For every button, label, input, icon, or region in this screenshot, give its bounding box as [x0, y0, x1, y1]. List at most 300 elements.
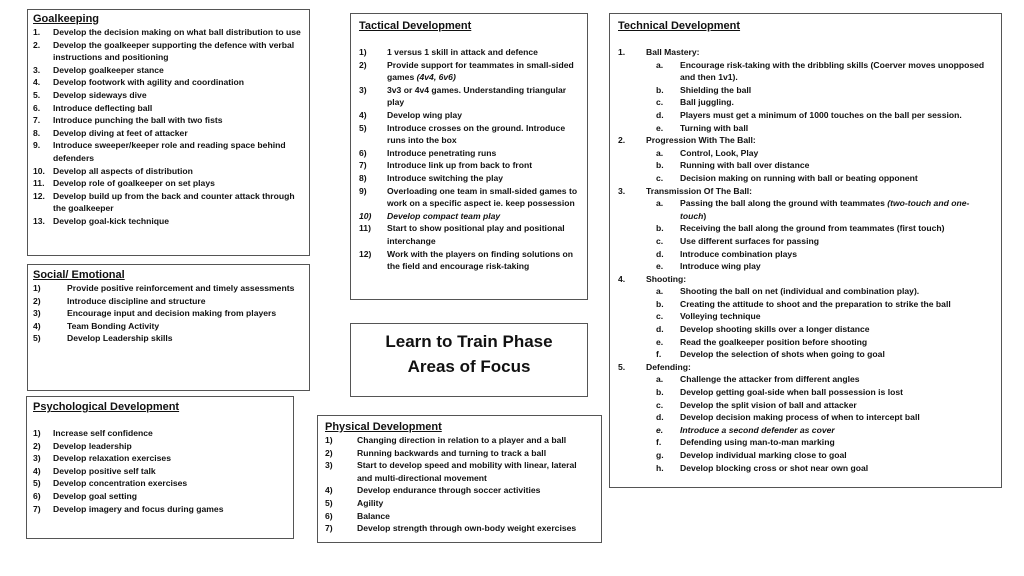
item-text-main: Develop all aspects of distribution [53, 165, 193, 176]
list-item [325, 484, 594, 497]
item-number: 5) [33, 333, 41, 344]
list-item [33, 139, 304, 164]
item-text-main: Develop relaxation exercises [53, 453, 171, 464]
subitem-text [680, 373, 993, 386]
technical-subitem [618, 59, 993, 84]
item-text [53, 452, 287, 465]
section-title: Shooting: [646, 273, 687, 284]
item-number: 2) [33, 295, 41, 306]
item-number: 4. [33, 77, 41, 88]
list-item [33, 190, 304, 215]
item-text-main: Introduce link up from back to front [387, 160, 533, 171]
list-item [325, 510, 594, 523]
item-number: 3) [325, 460, 333, 471]
item-text [67, 295, 304, 308]
subitem-letter: a. [656, 286, 664, 297]
technical-subitem [618, 222, 993, 235]
item-number: 2. [33, 39, 41, 50]
subitem-letter: b. [656, 298, 664, 309]
item-text-main: Develop diving at feet of attacker [53, 127, 188, 138]
item-number: 11. [33, 178, 45, 189]
psychological-title: Psychological Development [33, 401, 180, 413]
subitem-letter: e. [656, 336, 664, 347]
subitem-text [680, 449, 993, 462]
subitem-letter: h. [656, 462, 664, 473]
item-text [357, 510, 594, 523]
list-item [33, 177, 304, 190]
section-number: 1. [618, 47, 626, 57]
list-item [359, 210, 579, 223]
subitem-text-main: Turning with ball [680, 122, 749, 133]
subitem-text-main: Running with ball over distance [680, 160, 810, 171]
technical-list [618, 46, 993, 474]
item-number: 5) [359, 122, 367, 133]
technical-subitem [618, 260, 993, 273]
psychological-list [33, 427, 287, 515]
list-item [359, 46, 579, 59]
item-text-main: Work with the players on finding solutions on the field and encourage risk-taking [387, 248, 574, 272]
subitem-text [680, 424, 993, 437]
item-text-main: Balance [357, 510, 390, 521]
list-item [33, 102, 304, 115]
list-item [359, 59, 579, 84]
list-item [33, 477, 287, 490]
item-text-main: Develop compact team play [387, 210, 501, 221]
item-number: 3) [33, 453, 41, 464]
subitem-text [680, 59, 993, 84]
subitem-text-main: Read the goalkeeper position before shooting [680, 336, 868, 347]
subitem-text [680, 109, 993, 122]
subitem-text-main: Develop the selection of shots when going to goal [680, 349, 885, 360]
list-item [33, 39, 304, 64]
technical-subitem [618, 109, 993, 122]
subitem-text [680, 147, 993, 160]
subitem-text-main: Shooting the ball on net (individual and combination play). [680, 286, 920, 297]
subitem-text-main: Control, Look, Play [680, 147, 759, 158]
item-text-main: Introduce switching the play [387, 172, 504, 183]
subitem-letter: c. [656, 172, 664, 183]
item-number: 1) [359, 47, 367, 57]
subitem-text-main: Decision making on running with ball or beating opponent [680, 172, 918, 183]
goalkeeping-list [33, 26, 304, 228]
subitem-text [680, 197, 993, 222]
item-text [67, 320, 304, 333]
list-item [359, 248, 579, 273]
item-text [53, 127, 304, 140]
technical-subitem [618, 323, 993, 336]
item-text [53, 215, 304, 228]
item-text [387, 172, 579, 185]
list-item [33, 465, 287, 478]
item-number: 7) [33, 503, 41, 514]
list-item [33, 26, 304, 39]
subitem-text-extra: (two-touch and one-touch [680, 198, 970, 221]
item-number: 10) [359, 210, 372, 221]
technical-subitem [618, 159, 993, 172]
list-item [33, 295, 304, 308]
center-title-line1: Learn to Train Phase [385, 332, 553, 351]
technical-subitem [618, 172, 993, 185]
item-number: 2) [325, 447, 333, 458]
item-text-main: Develop goal setting [53, 490, 138, 501]
item-text [67, 307, 304, 320]
list-item [325, 459, 594, 484]
subitem-text [680, 222, 993, 235]
subitem-text-main: Develop the split vision of ball and attacker [680, 399, 857, 410]
subitem-text [680, 96, 993, 109]
list-item [33, 114, 304, 127]
subitem-letter: e. [656, 122, 664, 133]
item-text [67, 332, 304, 345]
technical-section [618, 134, 993, 147]
subitem-letter: g. [656, 450, 664, 460]
list-item [325, 447, 594, 460]
item-number: 1) [325, 435, 333, 445]
item-text-main: 3v3 or 4v4 games. Understanding triangular play [387, 84, 567, 108]
subitem-text-main: Introduce combination plays [680, 248, 797, 259]
item-text [53, 490, 287, 503]
item-text-main: Provide support for teammates in small-sided games [387, 59, 574, 83]
technical-subitem [618, 462, 993, 475]
list-item [325, 497, 594, 510]
subitem-text [680, 84, 993, 97]
subitem-text-main: Receiving the ball along the ground from teammates (first touch) [680, 223, 945, 234]
subitem-text [680, 336, 993, 349]
item-number: 2) [33, 440, 41, 451]
subitem-text [680, 436, 993, 449]
item-text [53, 165, 304, 178]
item-number: 7. [33, 115, 41, 126]
item-text-main: Changing direction in relation to a player and a ball [357, 435, 567, 445]
item-number: 2) [359, 59, 367, 70]
item-number: 12) [359, 248, 372, 259]
list-item [359, 222, 579, 247]
item-text-main: Increase self confidence [53, 428, 153, 438]
technical-section [618, 361, 993, 374]
item-text [53, 427, 287, 440]
list-item [33, 427, 287, 440]
item-text-main: Encourage input and decision making from players [67, 308, 277, 319]
item-number: 1. [33, 27, 41, 37]
item-text [53, 465, 287, 478]
subitem-letter: f. [656, 437, 662, 448]
list-item [33, 503, 287, 516]
item-number: 4) [33, 320, 41, 331]
item-number: 5. [33, 89, 41, 100]
item-text-main: Develop the goalkeeper supporting the defence with verbal instructions and positioning [53, 39, 295, 63]
subitem-text-main: Volleying technique [680, 311, 761, 322]
item-text [53, 503, 287, 516]
item-text [53, 477, 287, 490]
section-number: 5. [618, 361, 626, 372]
section-title: Ball Mastery: [646, 47, 700, 57]
item-number: 3) [359, 84, 367, 95]
list-item [359, 185, 579, 210]
item-text-main: Develop imagery and focus during games [53, 503, 224, 514]
subitem-text-main: Defending using man-to-man marking [680, 437, 835, 448]
technical-subitem [618, 373, 993, 386]
item-number: 7) [359, 160, 367, 171]
list-item [325, 522, 594, 535]
item-text [357, 484, 594, 497]
item-text-main: Introduce punching the ball with two fists [53, 115, 223, 126]
item-text [387, 248, 579, 273]
item-text-main: 1 versus 1 skill in attack and defence [387, 47, 538, 57]
technical-panel [609, 13, 1002, 488]
item-text-main: Start to show positional play and positional interchange [387, 223, 565, 246]
section-number: 2. [618, 135, 626, 146]
item-text [53, 39, 304, 64]
subitem-text [680, 285, 993, 298]
item-number: 13. [33, 215, 45, 226]
item-number: 5) [325, 497, 333, 508]
list-item [33, 440, 287, 453]
list-item [359, 159, 579, 172]
item-number: 8) [359, 172, 367, 183]
subitem-letter: c. [656, 311, 664, 322]
center-title-line2: Areas of Focus [407, 357, 531, 376]
section-title: Transmission Of The Ball: [646, 185, 753, 196]
item-text [387, 159, 579, 172]
subitem-text-main: Use different surfaces for passing [680, 235, 819, 246]
list-item [33, 452, 287, 465]
subitem-text [680, 399, 993, 412]
item-number: 9. [33, 140, 41, 151]
item-number: 12. [33, 190, 45, 201]
subitem-text [680, 122, 993, 135]
subitem-text-main: Develop shooting skills over a longer distance [680, 324, 870, 335]
item-number: 6) [325, 510, 333, 521]
item-number: 3) [33, 308, 41, 319]
item-text-main: Start to develop speed and mobility with linear, lateral and multi-directional movement [357, 460, 577, 483]
section-title: Defending: [646, 361, 691, 372]
item-text [387, 210, 579, 223]
item-number: 9) [359, 185, 367, 196]
item-text [387, 109, 579, 122]
subitem-text [680, 386, 993, 399]
item-text-main: Team Bonding Activity [67, 320, 160, 331]
item-text [53, 139, 304, 164]
item-text [357, 497, 594, 510]
social-list [33, 282, 304, 345]
list-item [33, 332, 304, 345]
item-number: 1) [33, 283, 41, 293]
item-number: 7) [325, 523, 333, 534]
physical-title: Physical Development [325, 421, 442, 433]
subitem-letter: e. [656, 424, 664, 435]
subitem-text [680, 323, 993, 336]
list-item [359, 147, 579, 160]
physical-list [325, 434, 594, 535]
item-text-main: Introduce sweeper/keeper role and reading space behind defenders [53, 140, 286, 163]
subitem-text-main: Creating the attitude to shoot and the preparation to strike the ball [680, 298, 951, 309]
item-text [53, 102, 304, 115]
item-text-main: Introduce penetrating runs [387, 147, 497, 158]
subitem-letter: a. [656, 59, 664, 70]
item-number: 10. [33, 165, 45, 176]
item-text-main: Develop endurance through soccer activities [357, 485, 541, 496]
item-text-extra: (4v4, 6v6) [416, 72, 456, 83]
subitem-text [680, 462, 993, 475]
technical-section [618, 185, 993, 198]
item-text [53, 114, 304, 127]
technical-subitem [618, 84, 993, 97]
technical-subitem [618, 336, 993, 349]
technical-section [618, 46, 993, 59]
list-item [33, 165, 304, 178]
technical-subitem [618, 298, 993, 311]
section-number: 4. [618, 273, 626, 284]
list-item [33, 215, 304, 228]
subitem-letter: c. [656, 235, 664, 246]
item-number: 11) [359, 223, 371, 234]
subitem-text [680, 298, 993, 311]
item-text-main: Introduce discipline and structure [67, 295, 206, 306]
technical-subitem [618, 310, 993, 323]
subitem-text [680, 348, 993, 361]
social-panel [27, 264, 310, 391]
subitem-text [680, 235, 993, 248]
item-text-main: Develop positive self talk [53, 465, 156, 476]
subitem-text [680, 172, 993, 185]
technical-subitem [618, 96, 993, 109]
subitem-letter: c. [656, 97, 664, 108]
item-text [53, 440, 287, 453]
item-text [357, 447, 594, 460]
list-item [33, 282, 304, 295]
item-number: 6) [33, 490, 41, 501]
list-item [33, 89, 304, 102]
subitem-text [680, 310, 993, 323]
item-text-main: Running backwards and turning to track a ball [357, 447, 547, 458]
item-text [53, 64, 304, 77]
psychological-panel [26, 396, 294, 539]
item-text-main: Develop concentration exercises [53, 478, 188, 489]
item-text-main: Develop goalkeeper stance [53, 64, 164, 75]
center-title-box [350, 323, 588, 397]
item-text-main: Develop Leadership skills [67, 333, 173, 344]
subitem-letter: c. [656, 399, 664, 410]
subitem-letter: b. [656, 387, 664, 398]
item-number: 5) [33, 478, 41, 489]
item-text [387, 122, 579, 147]
list-item [33, 307, 304, 320]
social-title: Social/ Emotional [33, 269, 125, 281]
technical-subitem [618, 348, 993, 361]
subitem-letter: a. [656, 198, 664, 209]
subitem-letter: b. [656, 160, 664, 171]
technical-subitem [618, 411, 993, 424]
item-text-main: Develop footwork with agility and coordination [53, 77, 244, 88]
subitem-text [680, 248, 993, 261]
item-text-main: Introduce deflecting ball [53, 102, 153, 113]
subitem-text-end: ) [703, 210, 707, 221]
technical-subitem [618, 449, 993, 462]
item-text-main: Develop goal-kick technique [53, 215, 170, 226]
subitem-text-main: Shielding the ball [680, 84, 752, 95]
item-text [53, 177, 304, 190]
item-text-main: Develop wing play [387, 109, 462, 120]
tactical-list [359, 46, 579, 273]
list-item [33, 76, 304, 89]
subitem-text [680, 411, 993, 424]
subitem-text [680, 159, 993, 172]
subitem-letter: f. [656, 349, 662, 360]
list-item [33, 64, 304, 77]
subitem-text-main: Passing the ball along the ground with teammates [680, 198, 885, 209]
technical-subitem [618, 235, 993, 248]
subitem-text [680, 260, 993, 273]
item-text-main: Develop sideways dive [53, 89, 147, 100]
subitem-letter: d. [656, 324, 664, 335]
technical-subitem [618, 122, 993, 135]
item-text [53, 76, 304, 89]
item-text [53, 26, 304, 39]
tactical-title: Tactical Development [359, 20, 472, 32]
tactical-panel [350, 13, 588, 300]
technical-section [618, 273, 993, 286]
technical-subitem [618, 386, 993, 399]
subitem-text-main: Encourage risk-taking with the dribbling skills (Coerver moves unopposed and then 1v1). [680, 59, 985, 83]
item-text [387, 185, 579, 210]
technical-subitem [618, 436, 993, 449]
list-item [325, 434, 594, 447]
list-item [33, 490, 287, 503]
subitem-letter: b. [656, 84, 664, 95]
item-text-main: Provide positive reinforcement and timely assessments [67, 283, 295, 293]
item-text-main: Agility [357, 497, 384, 508]
subitem-text-main: Challenge the attacker from different angles [680, 374, 860, 385]
subitem-text-main: Ball juggling. [680, 97, 734, 108]
item-number: 3. [33, 64, 41, 75]
item-text [53, 190, 304, 215]
list-item [33, 127, 304, 140]
item-number: 6) [359, 147, 367, 158]
physical-panel [317, 415, 602, 543]
subitem-text-main: Develop decision making process of when to intercept ball [680, 412, 920, 423]
item-number: 4) [325, 485, 333, 496]
item-text [387, 46, 579, 59]
item-text-main: Develop the decision making on what ball distribution to use [53, 27, 301, 37]
item-number: 1) [33, 428, 41, 438]
technical-subitem [618, 399, 993, 412]
list-item [359, 109, 579, 122]
item-number: 4) [359, 109, 367, 120]
technical-subitem [618, 424, 993, 437]
section-number: 3. [618, 185, 626, 196]
list-item [33, 320, 304, 333]
item-text [387, 84, 579, 109]
item-text [387, 222, 579, 247]
item-text [67, 282, 304, 295]
item-text-main: Develop leadership [53, 440, 132, 451]
item-text-main: Introduce crosses on the ground. Introduce runs into the box [387, 122, 566, 146]
item-text [387, 59, 579, 84]
subitem-letter: e. [656, 261, 664, 272]
item-text [357, 434, 594, 447]
item-text [357, 459, 594, 484]
item-text-main: Develop build up from the back and counter attack through the goalkeeper [53, 190, 295, 214]
subitem-letter: b. [656, 223, 664, 234]
subitem-letter: d. [656, 248, 664, 259]
subitem-text-main: Introduce wing play [680, 261, 761, 272]
technical-subitem [618, 248, 993, 261]
item-text-main: Develop role of goalkeeper on set plays [53, 178, 215, 189]
goalkeeping-panel [27, 9, 310, 256]
item-text [357, 522, 594, 535]
list-item [359, 172, 579, 185]
subitem-letter: a. [656, 147, 664, 158]
